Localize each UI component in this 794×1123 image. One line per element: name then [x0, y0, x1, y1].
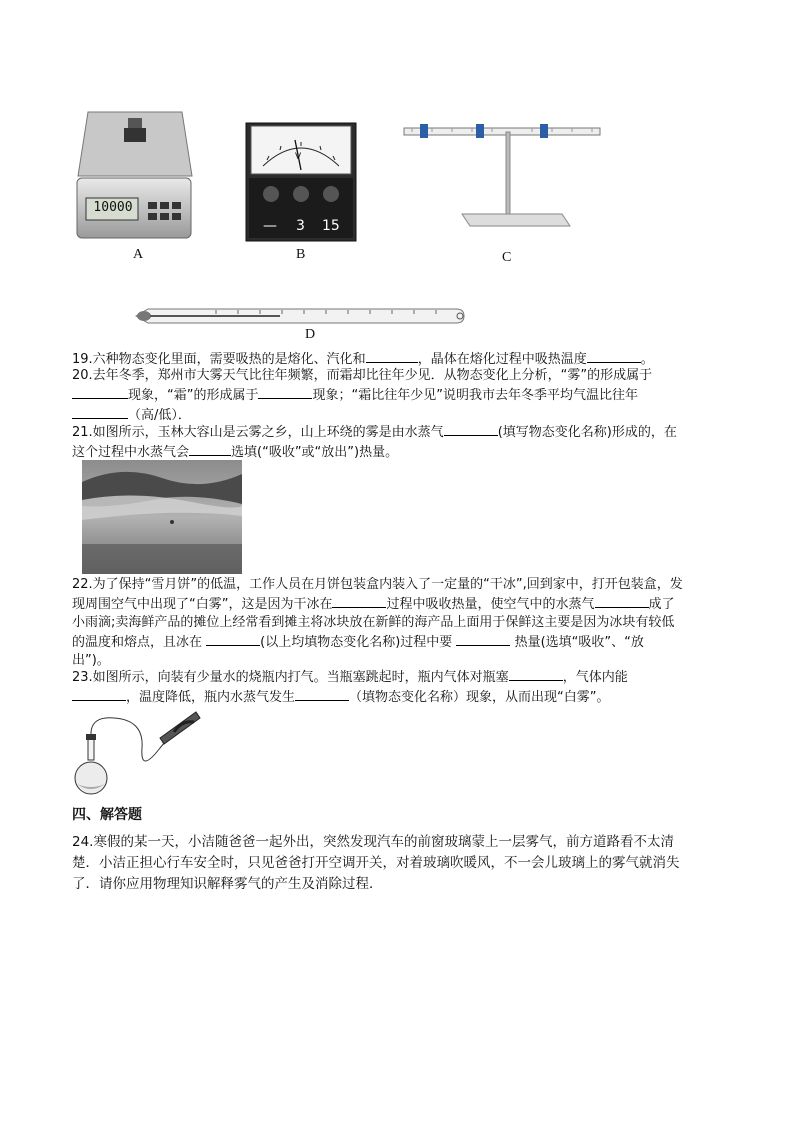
figure-c-lever-stand	[402, 118, 602, 230]
question-22: 22.为了保持“雪月饼”的低温，工作人员在月饼包装盒内装入了一定量的“干冰”,回到家中，打开包装盒，发 现周围空气中出现了“白雾”，这是因为干冰在 过程中吸收热量，使空气中的水蒸气 成了 小雨滴;卖海鲜产品的摊位上经常看到摊主将冰块放在新鲜的海产品上面用于保鲜这主要是因为冰块有较低 的温度和熔点，且冰在 (以上均填物态变化名称)过程中要 热量(选填“吸收”、“放 出”)。	[72, 577, 683, 668]
scale-display-reading: 10000	[93, 200, 133, 215]
section-4-heading: 四、解答题	[72, 807, 142, 823]
figure-a-caption: A	[133, 247, 144, 262]
figure-b-voltmeter	[245, 122, 357, 242]
lever-balance-icon	[402, 118, 602, 230]
q19-blank-1[interactable]	[366, 349, 418, 363]
q23-blank-1[interactable]	[509, 667, 563, 681]
figure-d-thermometer	[130, 306, 470, 326]
q22-blank-4[interactable]	[456, 632, 510, 646]
thermometer-icon	[130, 306, 470, 326]
voltmeter-unit: V	[295, 152, 302, 162]
q19-blank-2[interactable]	[587, 349, 641, 363]
q21-blank-2[interactable]	[189, 442, 231, 456]
q22-blank-1[interactable]	[332, 594, 386, 608]
figure-d-caption: D	[305, 327, 316, 342]
q22-blank-3[interactable]	[206, 632, 260, 646]
flask-pump-illustration	[74, 708, 202, 798]
fog-mountain-photo	[82, 460, 242, 574]
q22-blank-2[interactable]	[595, 594, 649, 608]
question-23: 23.如图所示，向装有少量水的烧瓶内打气。当瓶塞跳起时，瓶内气体对瓶塞 ，气体内能 ，温度降低，瓶内水蒸气发生 （填物态变化名称）现象，从而出现“白雾”。	[72, 667, 722, 707]
q21-blank-1[interactable]	[444, 422, 498, 436]
question-21: 21.如图所示，玉林大容山是云雾之乡，山上环绕的雾是由水蒸气 (填写物态变化名称)形成的，在 这个过程中水蒸气会 选填(“吸收”或“放出”)热量。	[72, 422, 722, 462]
q23-blank-2[interactable]	[72, 687, 126, 701]
figure-c-caption: C	[502, 250, 512, 265]
q23-blank-3[interactable]	[295, 687, 349, 701]
terminal-negative: —	[263, 218, 277, 234]
question-20: 20.去年冬季，郑州市大雾天气比往年频繁，而霜却比往年少见．从物态变化上分析，“雾”的形成属于 现象，“霜”的形成属于 现象；“霜比往年少见”说明我市去年冬季平均气温比往年 （高/低）．	[72, 368, 653, 423]
question-19: 19.六种物态变化里面，需要吸热的是熔化、汽化和 ，晶体在熔化过程中吸热温度 。	[72, 349, 722, 369]
q20-blank-1[interactable]	[72, 385, 128, 399]
question-24: 24.寒假的某一天，小洁随爸爸一起外出，突然发现汽车的前窗玻璃蒙上一层雾气，前方道路看不太清 楚．小洁正担心行车安全时，只见爸爸打开空调开关，对着玻璃吹暖风，不一会儿玻璃上的雾气就消失 了．请你应用物理知识解释雾气的产生及消除过程．	[72, 834, 680, 892]
figure-a-electronic-scale	[76, 110, 194, 240]
fog-mountain-image-icon	[82, 460, 242, 574]
terminal-15: 15	[322, 218, 340, 234]
terminal-3: 3	[296, 218, 305, 234]
figure-b-caption: B	[296, 247, 306, 262]
flask-pump-icon	[74, 708, 202, 798]
q20-blank-2[interactable]	[258, 385, 312, 399]
q20-blank-3[interactable]	[72, 405, 128, 419]
scale-icon	[76, 110, 194, 240]
